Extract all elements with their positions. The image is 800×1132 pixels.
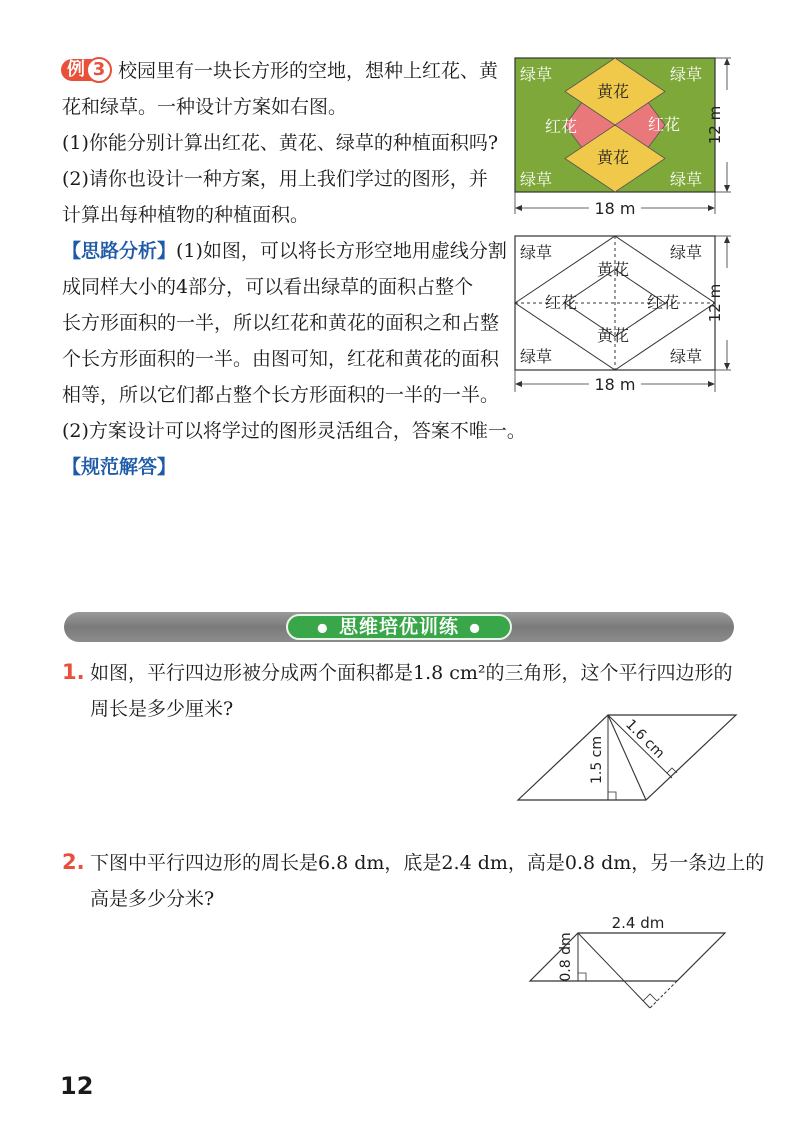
analysis-line-2: 成同样大小的4部分，可以看出绿草的面积占整个	[62, 276, 474, 298]
grass-label-br-2: 绿草	[670, 347, 703, 366]
question-1-figure	[510, 708, 740, 808]
grass-label-tr: 绿草	[670, 65, 703, 84]
yellow-label-top-2: 黄花	[597, 260, 630, 279]
grass-label-bl: 绿草	[520, 170, 553, 189]
height-label: 12 m	[706, 105, 724, 145]
question-2-line-1: 下图中平行四边形的周长是6.8 dm，底是2.4 dm，高是0.8 dm，另一条边上的	[90, 852, 765, 874]
analysis-line-4: 个长方形面积的一半。由图可知，红花和黄花的面积	[62, 348, 500, 370]
analysis-first-line-text: (1)如图，可以将长方形空地用虚线分割	[176, 240, 507, 262]
q2-base-label: 2.4 dm	[611, 914, 665, 932]
question-2-number: 2.	[62, 850, 85, 874]
yellow-label-bottom-2: 黄花	[597, 326, 630, 345]
q2-height-label: 0.8 dm	[558, 932, 574, 982]
example-line-5: 计算出每种植物的种植面积。	[62, 204, 310, 226]
section-title: ● 思维培优训练 ●	[317, 616, 481, 638]
analysis-heading: 【思路分析】	[62, 240, 177, 262]
question-1-number: 1.	[62, 660, 85, 684]
example-badge-number: 3	[92, 59, 106, 80]
height-label-2: 12 m	[706, 283, 724, 323]
example-badge-label: 例	[67, 59, 85, 80]
grass-label-tl-2: 绿草	[520, 243, 553, 262]
q2-extension	[650, 981, 677, 1008]
grass-label-tl: 绿草	[520, 65, 553, 84]
grass-label-tr-2: 绿草	[670, 243, 703, 262]
q2-other-height	[578, 933, 650, 1008]
garden-figure-outline	[505, 228, 750, 398]
red-label-right: 红花	[648, 115, 681, 134]
example-badge	[61, 57, 113, 83]
page-number: 12	[60, 1072, 94, 1100]
example-line-3: (1)你能分别计算出红花、黄花、绿草的种植面积吗?	[62, 132, 499, 154]
width-label-2: 18 m	[594, 375, 636, 394]
red-label-right-2: 红花	[647, 293, 680, 312]
grass-label-br: 绿草	[670, 170, 703, 189]
garden-figure-colored	[505, 50, 750, 220]
section-title-text: 思维培优训练	[338, 616, 459, 638]
answer-heading: 【规范解答】	[62, 456, 177, 478]
question-1-line-1: 如图，平行四边形被分成两个面积都是1.8 cm²的三角形，这个平行四边形的	[90, 662, 733, 684]
question-2-line-2: 高是多少分米?	[90, 888, 215, 910]
q1-side-label: 1.6 cm	[622, 716, 668, 762]
red-label-left: 红花	[545, 117, 578, 136]
example-line-2: 花和绿草。一种设计方案如右图。	[62, 96, 348, 118]
analysis-line-6: (2)方案设计可以将学过的图形灵活组合，答案不唯一。	[62, 420, 526, 442]
q1-height-label: 1.5 cm	[589, 735, 605, 785]
yellow-label-top: 黄花	[597, 82, 630, 101]
analysis-first-line	[62, 240, 507, 262]
grass-label-bl-2: 绿草	[520, 347, 553, 366]
red-label-left-2: 红花	[545, 293, 578, 312]
example-line-1: 校园里有一块长方形的空地，想种上红花、黄	[118, 60, 499, 82]
question-2-figure	[520, 908, 735, 1013]
question-1-line-2: 周长是多少厘米?	[90, 698, 234, 720]
analysis-line-3: 长方形面积的一半，所以红花和黄花的面积之和占整	[62, 312, 500, 334]
width-label: 18 m	[594, 199, 636, 218]
analysis-line-5: 相等，所以它们都占整个长方形面积的一半的一半。	[62, 384, 500, 406]
yellow-label-bottom: 黄花	[597, 148, 630, 167]
example-line-4: (2)请你也设计一种方案，用上我们学过的图形，并	[62, 168, 488, 190]
